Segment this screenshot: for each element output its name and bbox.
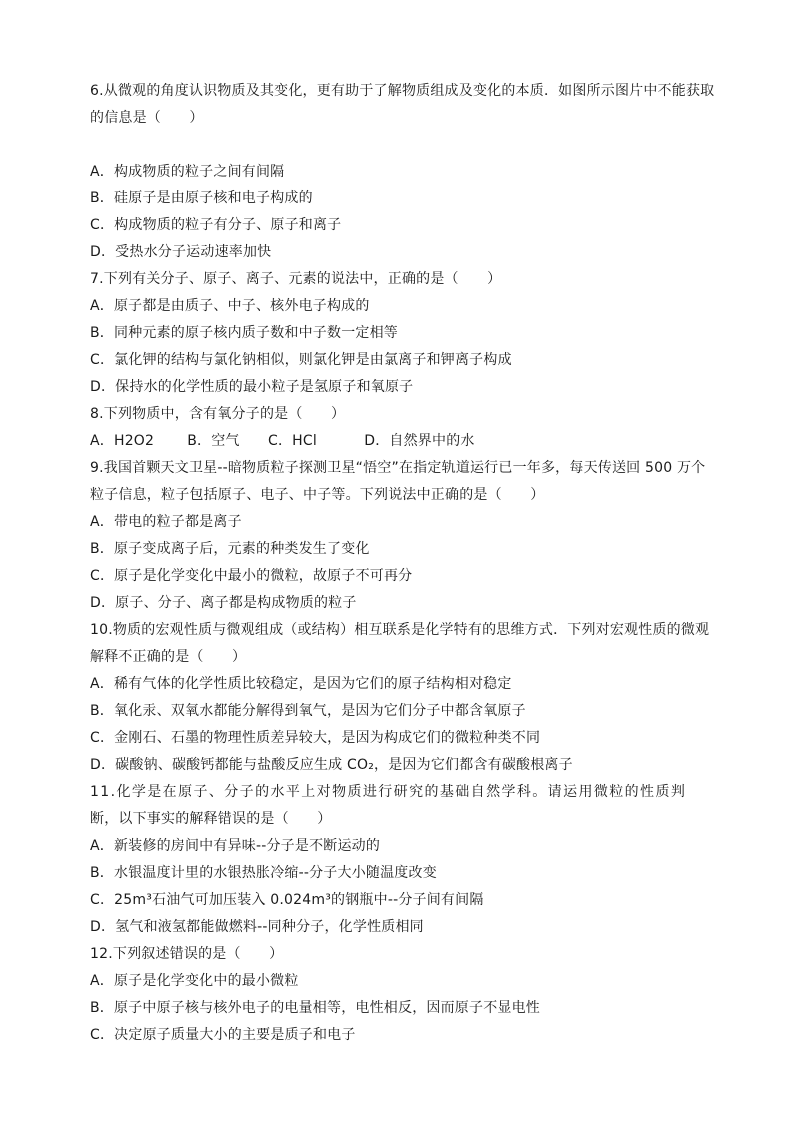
question-7-option-c: C．氯化钾的结构与氯化钠相似，则氯化钾是由氯离子和钾离子构成 (90, 352, 512, 368)
question-6-option-b: B．硅原子是由原子核和电子构成的 (90, 190, 313, 206)
question-6-stem-line-1: 6.从微观的角度认识物质及其变化，更有助于了解物质组成及变化的本质．如图所示图片中不能获取 (90, 83, 715, 99)
question-10-option-c: C．金刚石、石墨的物理性质差异较大，是因为构成它们的微粒种类不同 (90, 730, 541, 746)
question-9-option-c: C．原子是化学变化中最小的微粒，故原子不可再分 (90, 568, 413, 584)
question-9-stem-line-1: 9.我国首颗天文卫星--暗物质粒子探测卫星“悟空”在指定轨道运行已一年多，每天传送回 500 万个 (90, 460, 706, 476)
question-6-option-c: C．构成物质的粒子有分子、原子和离子 (90, 217, 342, 233)
question-10-option-b: B．氧化汞、双氧水都能分解得到氧气，是因为它们分子中都含氧原子 (90, 703, 526, 719)
question-11-stem-line-1: 11.化学是在原子、分子的水平上对物质进行研究的基础自然学科。请运用微粒的性质判 (90, 784, 687, 800)
question-12-option-b: B．原子中原子核与核外电子的电量相等，电性相反，因而原子不显电性 (90, 1000, 541, 1016)
question-12-stem: 12.下列叙述错误的是（ ） (90, 946, 284, 962)
question-9-option-b: B．原子变成离子后，元素的种类发生了变化 (90, 541, 370, 557)
question-9-option-a: A．带电的粒子都是离子 (90, 514, 242, 530)
question-12-option-c: C．决定原子质量大小的主要是质子和电子 (90, 1027, 356, 1043)
question-12-option-a: A．原子是化学变化中的最小微粒 (90, 973, 299, 989)
question-6-option-a: A．构成物质的粒子之间有间隔 (90, 164, 285, 180)
question-7-option-b: B．同种元素的原子核内质子数和中子数一定相等 (90, 325, 399, 341)
question-7-option-d: D．保持水的化学性质的最小粒子是氢原子和氧原子 (90, 379, 414, 395)
question-11-option-d: D．氢气和液氢都能做燃料--同种分子，化学性质相同 (90, 919, 424, 935)
question-11-stem-line-2: 断，以下事实的解释错误的是（ ） (90, 811, 332, 827)
question-9-stem-line-2: 粒子信息，粒子包括原子、电子、中子等。下列说法中正确的是（ ） (90, 487, 545, 503)
question-6-option-d: D．受热水分子运动速率加快 (90, 244, 272, 260)
question-10-option-a: A．稀有气体的化学性质比较稳定，是因为它们的原子结构相对稳定 (90, 676, 512, 692)
question-9-option-d: D．原子、分子、离子都是构成物质的粒子 (90, 595, 357, 611)
question-8-stem: 8.下列物质中，含有氧分子的是（ ） (90, 406, 346, 422)
question-11-option-b: B．水银温度计里的水银热胀冷缩--分子大小随温度改变 (90, 865, 437, 881)
question-10-stem-line-1: 10.物质的宏观性质与微观组成（或结构）相互联系是化学特有的思维方式．下列对宏观性质的微观 (90, 622, 710, 638)
question-11-option-c: C．25m³石油气可加压装入 0.024m³的钢瓶中--分子间有间隔 (90, 892, 484, 908)
question-8-options-row: A．H2O2 B．空气 C．HCl D．自然界中的水 (90, 433, 475, 449)
question-7-stem: 7.下列有关分子、原子、离子、元素的说法中，正确的是（ ） (90, 271, 502, 287)
question-10-stem-line-2: 解释不正确的是（ ） (90, 649, 247, 665)
question-10-option-d: D．碳酸钠、碳酸钙都能与盐酸反应生成 CO₂，是因为它们都含有碳酸根离子 (90, 757, 573, 773)
question-11-option-a: A．新装修的房间中有异味--分子是不断运动的 (90, 838, 381, 854)
question-6-stem-line-2: 的信息是（ ） (90, 110, 204, 126)
question-7-option-a: A．原子都是由质子、中子、核外电子构成的 (90, 298, 370, 314)
